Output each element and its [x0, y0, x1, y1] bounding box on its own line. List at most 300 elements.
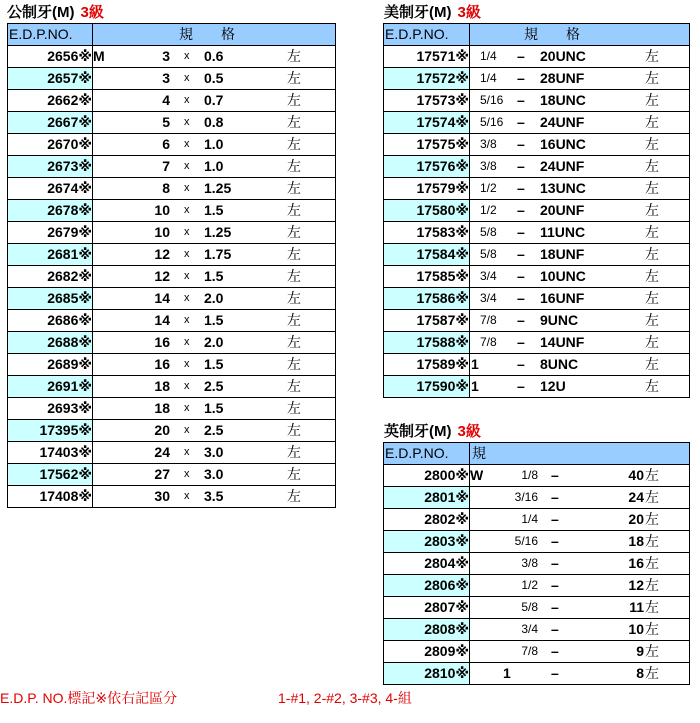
british-header-row	[384, 443, 690, 465]
metric-edp-cell	[8, 310, 93, 332]
direction: 左	[287, 224, 301, 240]
reference-mark: ※	[78, 334, 92, 350]
threads-per-inch: 20	[628, 511, 644, 527]
direction: 左	[645, 70, 659, 86]
edp-number: 2691	[47, 378, 79, 394]
edp-number: 17583	[416, 224, 456, 240]
british-edp-cell	[384, 531, 470, 553]
edp-number: 2810	[424, 665, 456, 681]
dash: –	[517, 356, 525, 372]
metric-spec-cell	[93, 244, 336, 266]
british-title	[384, 423, 481, 441]
metric-edp-cell	[8, 332, 93, 354]
direction: 左	[287, 70, 301, 86]
american-spec-cell	[470, 90, 690, 112]
pitch: 0.7	[204, 92, 224, 108]
edp-number: 17395	[39, 422, 79, 438]
direction: 左	[645, 180, 659, 196]
direction: 左	[645, 202, 659, 218]
times-sign: x	[184, 424, 190, 436]
metric-header-edp: E.D.P.NO.	[8, 24, 93, 46]
fraction-size: 1/2	[480, 181, 497, 195]
edp-number: 17586	[416, 290, 456, 306]
edp-number: 2801	[424, 489, 456, 505]
fraction-size: 3/4	[480, 291, 497, 305]
american-edp-cell	[384, 266, 470, 288]
whole-size: 1	[471, 356, 479, 372]
dash: –	[517, 70, 525, 86]
british-table	[383, 442, 690, 685]
british-edp-cell	[384, 597, 470, 619]
american-edp-cell	[384, 222, 470, 244]
edp-number: 2656	[47, 48, 79, 64]
direction: 左	[287, 312, 301, 328]
metric-row	[8, 244, 336, 266]
thread-spec: 16UNF	[540, 290, 585, 306]
fraction-size: 3/8	[480, 159, 497, 173]
pitch: 1.5	[204, 268, 224, 284]
american-edp-cell	[384, 112, 470, 134]
metric-row	[8, 46, 336, 68]
whole-size: 1	[471, 378, 479, 394]
american-edp-cell	[384, 288, 470, 310]
british-spec-cell	[470, 487, 690, 509]
dash: –	[517, 136, 525, 152]
british-edp-cell	[384, 641, 470, 663]
british-grade: 3級	[457, 423, 481, 440]
metric-edp-cell	[8, 178, 93, 200]
metric-spec-cell	[93, 200, 336, 222]
american-header-row	[384, 24, 690, 46]
american-grade: 3級	[457, 4, 481, 21]
reference-mark: ※	[78, 136, 92, 152]
nominal-size: 3	[162, 70, 170, 86]
dash: –	[517, 158, 525, 174]
reference-mark: ※	[78, 466, 92, 482]
reference-mark: ※	[455, 378, 469, 394]
american-row	[384, 288, 690, 310]
american-spec-cell	[470, 354, 690, 376]
metric-edp-cell	[8, 244, 93, 266]
fraction-size: 3/8	[521, 556, 538, 570]
edp-number: 17573	[416, 92, 456, 108]
edp-number: 2682	[47, 268, 79, 284]
reference-mark: ※	[455, 224, 469, 240]
metric-row	[8, 376, 336, 398]
american-row	[384, 354, 690, 376]
pitch: 1.25	[204, 180, 232, 196]
edp-number: 2679	[47, 224, 79, 240]
american-spec-cell	[470, 332, 690, 354]
reference-mark: ※	[78, 378, 92, 394]
reference-mark: ※	[455, 48, 469, 64]
american-spec-cell	[470, 68, 690, 90]
nominal-size: 18	[154, 378, 170, 394]
pitch: 2.5	[204, 378, 224, 394]
metric-row	[8, 68, 336, 90]
reference-mark: ※	[455, 665, 469, 681]
metric-edp-cell	[8, 398, 93, 420]
times-sign: x	[184, 446, 190, 458]
times-sign: x	[184, 358, 190, 370]
direction: 左	[287, 290, 301, 306]
metric-edp-cell	[8, 376, 93, 398]
direction: 左	[645, 334, 659, 350]
american-table	[383, 23, 690, 398]
british-row	[384, 597, 690, 619]
direction: 左	[287, 48, 301, 64]
fraction-size: 7/8	[480, 313, 497, 327]
reference-mark: ※	[455, 312, 469, 328]
edp-number: 2667	[47, 114, 79, 130]
direction: 左	[645, 114, 659, 130]
threads-per-inch: 18	[628, 533, 644, 549]
pitch: 2.5	[204, 422, 224, 438]
british-edp-cell	[384, 487, 470, 509]
fraction-size: 7/8	[521, 644, 538, 658]
direction: 左	[287, 268, 301, 284]
times-sign: x	[184, 402, 190, 414]
british-spec-cell	[470, 531, 690, 553]
edp-number: 2688	[47, 334, 79, 350]
british-row	[384, 509, 690, 531]
pitch: 3.5	[204, 488, 224, 504]
british-spec-cell	[470, 509, 690, 531]
dash: –	[517, 378, 525, 394]
direction: 左	[645, 643, 659, 659]
reference-mark: ※	[78, 224, 92, 240]
edp-number: 17575	[416, 136, 456, 152]
edp-number: 2802	[424, 511, 456, 527]
direction: 左	[645, 158, 659, 174]
metric-row	[8, 310, 336, 332]
metric-edp-cell	[8, 288, 93, 310]
direction: 左	[287, 136, 301, 152]
reference-mark: ※	[78, 180, 92, 196]
metric-spec-cell	[93, 354, 336, 376]
direction: 左	[645, 92, 659, 108]
direction: 左	[645, 533, 659, 549]
american-row	[384, 310, 690, 332]
edp-number: 2685	[47, 290, 79, 306]
american-spec-cell	[470, 222, 690, 244]
american-row	[384, 266, 690, 288]
nominal-size: 3	[162, 48, 170, 64]
times-sign: x	[184, 138, 190, 150]
thread-prefix: M	[93, 48, 105, 64]
nominal-size: 8	[162, 180, 170, 196]
american-row	[384, 332, 690, 354]
fraction-size: 7/8	[480, 335, 497, 349]
metric-header-row	[8, 24, 336, 46]
metric-row	[8, 288, 336, 310]
metric-row	[8, 332, 336, 354]
american-header-edp: E.D.P.NO.	[384, 24, 470, 46]
american-edp-cell	[384, 310, 470, 332]
fraction-size: 5/8	[480, 225, 497, 239]
dash: –	[517, 92, 525, 108]
edp-number: 17588	[416, 334, 456, 350]
thread-spec: 11UNC	[540, 224, 586, 240]
fraction-size: 1/2	[521, 578, 538, 592]
edp-number: 17587	[416, 312, 456, 328]
times-sign: x	[184, 248, 190, 260]
reference-mark: ※	[78, 356, 92, 372]
reference-mark: ※	[78, 422, 92, 438]
american-edp-cell	[384, 46, 470, 68]
metric-edp-cell	[8, 200, 93, 222]
edp-number: 17585	[416, 268, 456, 284]
american-spec-cell	[470, 310, 690, 332]
edp-number: 2678	[47, 202, 79, 218]
metric-row	[8, 222, 336, 244]
metric-spec-cell	[93, 288, 336, 310]
edp-number: 17590	[416, 378, 456, 394]
direction: 左	[645, 665, 659, 681]
reference-mark: ※	[455, 599, 469, 615]
dash: –	[551, 533, 559, 549]
american-title-text: 美制牙(M)	[384, 4, 452, 21]
direction: 左	[287, 444, 301, 460]
thread-spec: 14UNF	[540, 334, 585, 350]
footer-legend: 1-#1, 2-#2, 3-#3, 4-組	[278, 690, 412, 706]
edp-number: 17576	[416, 158, 456, 174]
american-spec-cell	[470, 288, 690, 310]
direction: 左	[287, 488, 301, 504]
thread-spec: 20UNF	[540, 202, 585, 218]
fraction-size: 1/8	[521, 468, 538, 482]
nominal-size: 5	[162, 114, 170, 130]
threads-per-inch: 9	[636, 643, 644, 659]
direction: 左	[287, 158, 301, 174]
reference-mark: ※	[455, 511, 469, 527]
metric-edp-cell	[8, 134, 93, 156]
direction: 左	[287, 246, 301, 262]
reference-mark: ※	[455, 136, 469, 152]
pitch: 1.5	[204, 400, 224, 416]
dash: –	[551, 643, 559, 659]
fraction-size: 3/8	[480, 137, 497, 151]
pitch: 2.0	[204, 334, 224, 350]
edp-number: 17589	[416, 356, 456, 372]
reference-mark: ※	[455, 467, 469, 483]
pitch: 1.0	[204, 136, 224, 152]
fraction-size: 5/8	[480, 247, 497, 261]
american-row	[384, 134, 690, 156]
british-edp-cell	[384, 553, 470, 575]
reference-mark: ※	[78, 444, 92, 460]
reference-mark: ※	[455, 114, 469, 130]
times-sign: x	[184, 314, 190, 326]
thread-prefix: W	[470, 467, 484, 483]
metric-title-text: 公制牙(M)	[7, 4, 75, 21]
thread-spec: 16UNC	[540, 136, 586, 152]
american-spec-cell	[470, 244, 690, 266]
edp-number: 2657	[47, 70, 79, 86]
times-sign: x	[184, 50, 190, 62]
american-edp-cell	[384, 134, 470, 156]
british-row	[384, 663, 690, 685]
direction: 左	[645, 378, 659, 394]
metric-row	[8, 442, 336, 464]
edp-number: 17403	[39, 444, 79, 460]
threads-per-inch: 24	[628, 489, 644, 505]
fraction-size: 5/16	[514, 534, 538, 548]
nominal-size: 10	[154, 224, 170, 240]
reference-mark: ※	[78, 290, 92, 306]
times-sign: x	[184, 270, 190, 282]
thread-spec: 24UNF	[540, 158, 585, 174]
metric-spec-cell	[93, 68, 336, 90]
american-spec-cell	[470, 156, 690, 178]
metric-spec-cell	[93, 464, 336, 486]
british-spec-cell	[470, 465, 690, 487]
nominal-size: 4	[162, 92, 170, 108]
reference-mark: ※	[78, 48, 92, 64]
dash: –	[517, 224, 525, 240]
metric-row	[8, 464, 336, 486]
nominal-size: 20	[154, 422, 170, 438]
times-sign: x	[184, 490, 190, 502]
pitch: 0.5	[204, 70, 224, 86]
british-edp-cell	[384, 575, 470, 597]
american-edp-cell	[384, 332, 470, 354]
american-spec-cell	[470, 134, 690, 156]
dash: –	[517, 114, 525, 130]
thread-spec: 28UNF	[540, 70, 585, 86]
american-edp-cell	[384, 354, 470, 376]
pitch: 1.5	[204, 356, 224, 372]
british-spec-cell	[470, 641, 690, 663]
threads-per-inch: 12	[628, 577, 644, 593]
nominal-size: 27	[154, 466, 170, 482]
metric-spec-cell	[93, 90, 336, 112]
metric-edp-cell	[8, 464, 93, 486]
reference-mark: ※	[455, 555, 469, 571]
direction: 左	[287, 466, 301, 482]
reference-mark: ※	[78, 312, 92, 328]
direction: 左	[645, 246, 659, 262]
fraction-size: 1/4	[480, 71, 497, 85]
american-spec-cell	[470, 266, 690, 288]
reference-mark: ※	[455, 180, 469, 196]
metric-spec-cell	[93, 332, 336, 354]
metric-edp-cell	[8, 222, 93, 244]
american-row	[384, 46, 690, 68]
metric-edp-cell	[8, 354, 93, 376]
american-row	[384, 244, 690, 266]
fraction-size: 1/4	[480, 49, 497, 63]
reference-mark: ※	[455, 158, 469, 174]
reference-mark: ※	[455, 246, 469, 262]
nominal-size: 18	[154, 400, 170, 416]
british-row	[384, 487, 690, 509]
times-sign: x	[184, 336, 190, 348]
american-title	[384, 4, 481, 22]
british-header-edp: E.D.P.NO.	[384, 443, 470, 465]
nominal-size: 12	[154, 246, 170, 262]
metric-row	[8, 486, 336, 508]
metric-edp-cell	[8, 442, 93, 464]
american-spec-cell	[470, 46, 690, 68]
pitch: 1.25	[204, 224, 232, 240]
edp-number: 2689	[47, 356, 79, 372]
british-row	[384, 531, 690, 553]
direction: 左	[645, 621, 659, 637]
direction: 左	[645, 511, 659, 527]
times-sign: x	[184, 292, 190, 304]
dash: –	[551, 577, 559, 593]
thread-spec: 20UNC	[540, 48, 586, 64]
reference-mark: ※	[78, 268, 92, 284]
edp-number: 17572	[416, 70, 456, 86]
british-spec-cell	[470, 575, 690, 597]
direction: 左	[645, 555, 659, 571]
american-edp-cell	[384, 178, 470, 200]
edp-number: 2804	[424, 555, 456, 571]
thread-spec: 13UNC	[540, 180, 586, 196]
american-header-spec: 規 格	[470, 24, 690, 46]
edp-number: 17562	[39, 466, 79, 482]
pitch: 1.5	[204, 312, 224, 328]
metric-spec-cell	[93, 46, 336, 68]
reference-mark: ※	[78, 202, 92, 218]
nominal-size: 14	[154, 312, 170, 328]
american-spec-cell	[470, 112, 690, 134]
metric-edp-cell	[8, 46, 93, 68]
dash: –	[517, 246, 525, 262]
british-spec-cell	[470, 553, 690, 575]
reference-mark: ※	[455, 92, 469, 108]
nominal-size: 16	[154, 334, 170, 350]
british-spec-cell	[470, 663, 690, 685]
metric-edp-cell	[8, 112, 93, 134]
metric-spec-cell	[93, 134, 336, 156]
reference-mark: ※	[78, 92, 92, 108]
reference-mark: ※	[455, 577, 469, 593]
reference-mark: ※	[455, 533, 469, 549]
dash: –	[551, 599, 559, 615]
thread-spec: 12U	[540, 378, 566, 394]
edp-number: 17584	[416, 246, 456, 262]
direction: 左	[645, 290, 659, 306]
metric-row	[8, 354, 336, 376]
edp-number: 2674	[47, 180, 79, 196]
british-row	[384, 641, 690, 663]
metric-body	[8, 46, 336, 508]
edp-number: 2803	[424, 533, 456, 549]
american-spec-cell	[470, 200, 690, 222]
metric-spec-cell	[93, 266, 336, 288]
edp-number: 17574	[416, 114, 456, 130]
british-edp-cell	[384, 619, 470, 641]
british-spec-cell	[470, 597, 690, 619]
times-sign: x	[184, 182, 190, 194]
metric-row	[8, 156, 336, 178]
reference-mark: ※	[455, 290, 469, 306]
direction: 左	[287, 180, 301, 196]
edp-number: 17580	[416, 202, 456, 218]
british-edp-cell	[384, 663, 470, 685]
american-row	[384, 112, 690, 134]
dash: –	[551, 665, 559, 681]
nominal-size: 16	[154, 356, 170, 372]
american-body	[384, 46, 690, 398]
metric-title	[7, 4, 104, 22]
direction: 左	[645, 467, 659, 483]
metric-header-spec: 規 格	[93, 24, 336, 46]
fraction-size: 3/4	[480, 269, 497, 283]
